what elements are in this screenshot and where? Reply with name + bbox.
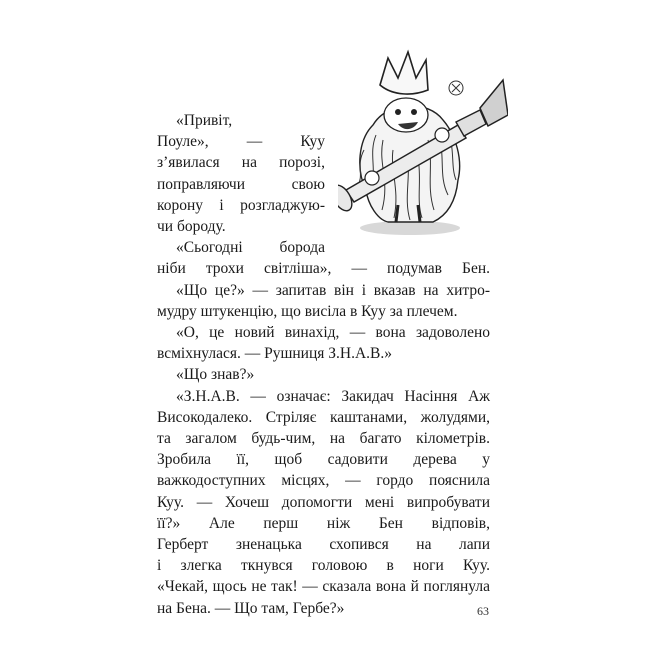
text-line: ніби трохи світліша», — подумав Бен. — [157, 260, 490, 278]
page-number: 63 — [477, 604, 489, 618]
text-line: «Сьогодні борода — [176, 239, 325, 257]
text-line: «Привіт, — [176, 112, 233, 129]
text-line: її?» Але перш ніж Бен відповів, — [157, 514, 490, 532]
text-line: Куу. — Хочеш допомогти мені випробувати — [157, 493, 490, 511]
text-line: Поуле», — Куу — [157, 133, 325, 151]
text-line: та загалом будь-чим, на багато кілометрів. — [157, 430, 490, 448]
text-line: мудру штукенцію, що висіла в Куу за плечем. — [157, 302, 458, 320]
text-line: «Що це?» — запитав він і вказав на хитро- — [176, 281, 490, 299]
text-line: чи бороду. — [157, 218, 226, 236]
text-line: Зробила її, щоб садовити дерева у — [157, 451, 490, 469]
body-text — [157, 110, 490, 619]
paragraph-invention — [157, 322, 490, 364]
paragraph-explanation — [157, 386, 490, 619]
text-line: з’явилася на порозі, — [157, 154, 325, 172]
text-line: і злегка ткнувся головою в ноги Куу. — [157, 557, 490, 575]
text-line: корону і розгладжую- — [157, 196, 325, 214]
text-line: Високодалеко. Стріляє каштанами, жолудями, — [157, 408, 490, 426]
text-line: «Чекай, щось не так! — сказала вона й поглянула — [157, 578, 490, 596]
paragraph-beard — [157, 237, 490, 279]
paragraph-question — [157, 280, 490, 322]
text-line: на Бена. — Що там, Гербе?» — [157, 599, 345, 617]
text-line: всміхнулася. — Рушниця З.Н.А.В.» — [157, 345, 393, 363]
paragraph-what-knew — [157, 364, 490, 385]
text-line: «З.Н.А.В. — означає: Закидач Насіння Аж — [176, 387, 490, 405]
text-line: важкодоступних місцях, — гордо пояснила — [157, 472, 490, 490]
text-line: Герберт зненацька схопився на лапи — [157, 536, 490, 554]
text-line: «О, це новий винахід, — вона задоволено — [176, 324, 490, 342]
paragraph-greeting — [157, 110, 325, 237]
text-line: «Що знав?» — [176, 366, 255, 384]
text-line: поправляючи свою — [157, 175, 325, 193]
